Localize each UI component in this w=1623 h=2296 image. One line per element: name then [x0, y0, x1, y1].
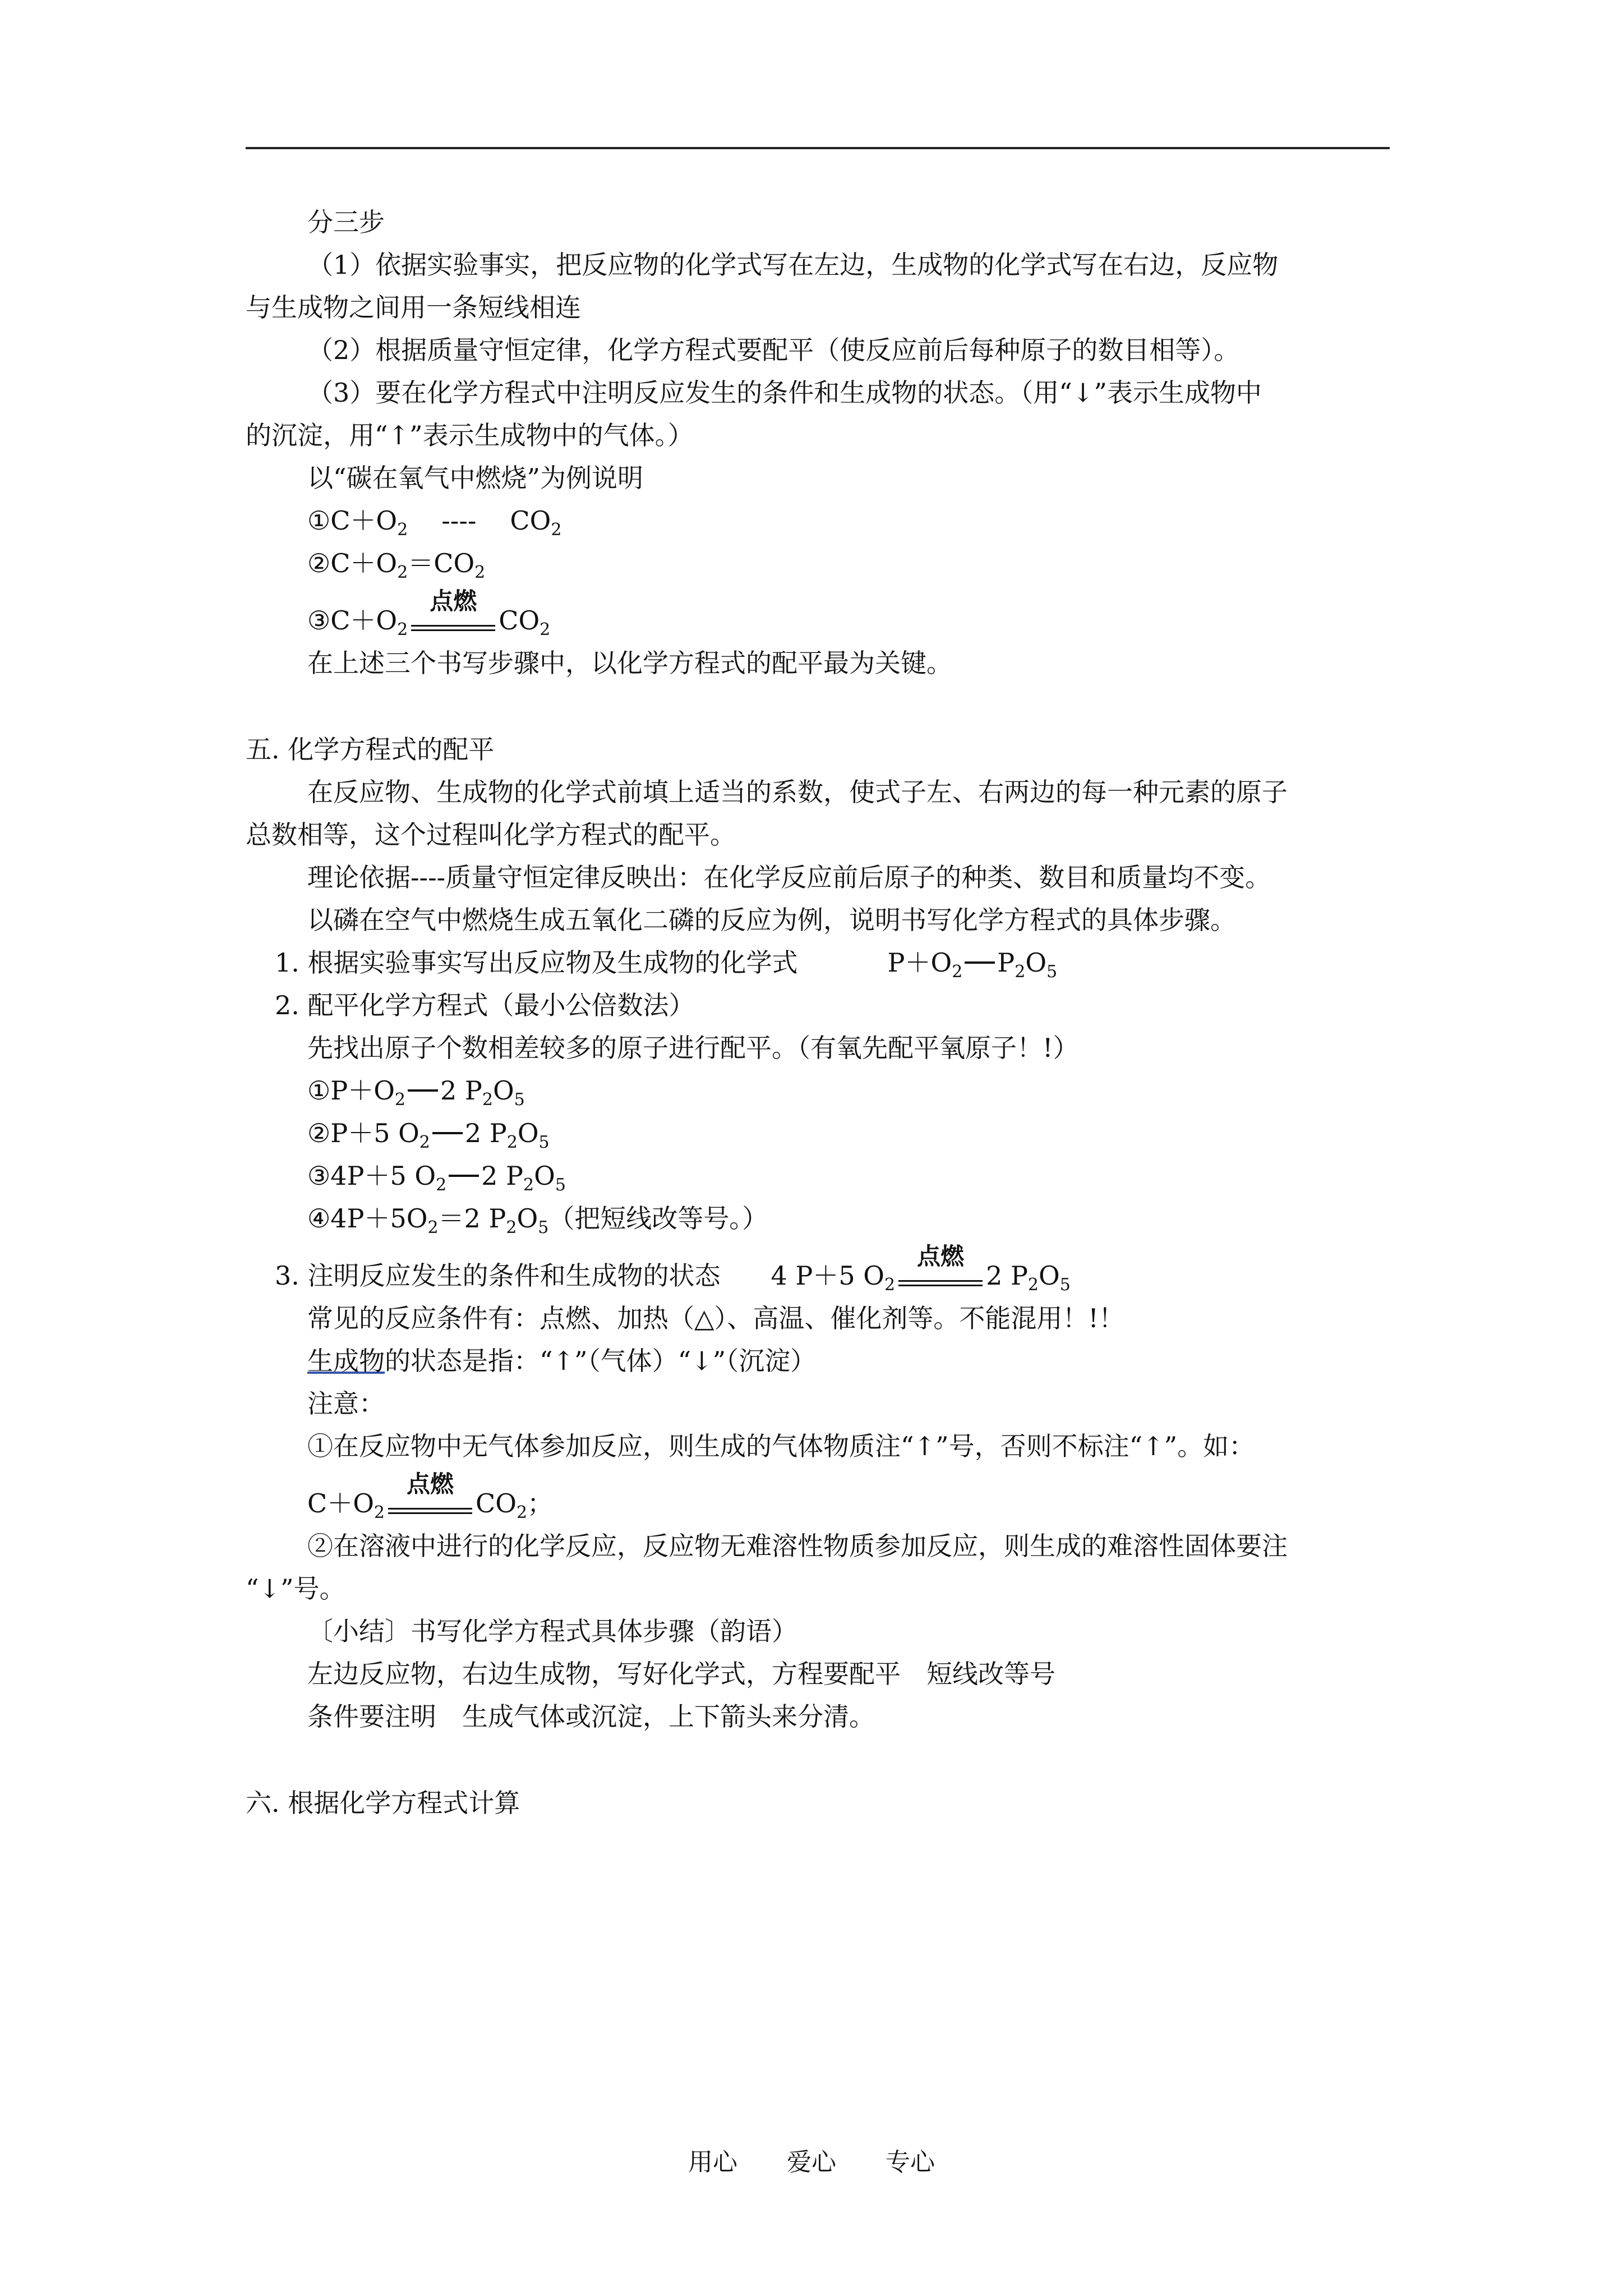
equation-2: $②C+O_2=CO_2$: [307, 548, 486, 582]
example-intro: 以“碳在氧气中燃烧”为例说明: [307, 463, 644, 493]
step-3-line-1: （3）要在化学方程式中注明反应发生的条件和生成物的状态。（用“↓”表示生成物中: [307, 378, 1262, 408]
note-title: 注意：: [307, 1388, 385, 1419]
section-5-p1-line-2: 总数相等，这个过程叫化学方程式的配平。: [246, 820, 736, 850]
balance-step-4: $④4P+5O_2=2$ $P_2O_5$（把短线改等号。）: [307, 1203, 768, 1237]
item-3: 3. 注明反应发生的条件和生成物的状态 4 P＋5 $O_2$ 点燃 2 $P_2O_5$: [275, 1243, 1071, 1295]
step-intro: 分三步: [307, 207, 385, 237]
note-2-line-2: “↓”号。: [246, 1573, 345, 1604]
note-2-line-1: ②在溶液中进行的化学反应，反应物无难溶性物质参加反应，则生成的难溶性固体要注: [307, 1531, 1288, 1561]
step-2: （2）根据质量守恒定律，化学方程式要配平（使反应前后每种原子的数目相等）。: [307, 335, 1240, 365]
item-2: 2. 配平化学方程式（最小公倍数法）: [275, 990, 695, 1020]
equation-3: $③C+O_2$ 点燃 $CO_2$: [307, 587, 551, 639]
section-5-p3: 以磷在空气中燃烧生成五氧化二磷的反应为例，说明书写化学方程式的具体步骤。: [307, 905, 1236, 935]
summary-line-1: 左边反应物，右边生成物，写好化学式，方程要配平 短线改等号: [307, 1659, 1055, 1689]
section-6-title: 六. 根据化学方程式计算: [246, 1788, 520, 1818]
section-5-p2: 理论依据----质量守恒定律反映出：在化学反应前后原子的种类、数目和质量均不变。: [307, 862, 1271, 892]
header-rule: [246, 147, 1390, 149]
item-2-note: 先找出原子个数相差较多的原子进行配平。（有氧先配平氧原子！!）: [307, 1033, 1079, 1063]
example-conclusion: 在上述三个书写步骤中，以化学方程式的配平最为关键。: [307, 648, 952, 678]
balance-step-1: $①P+O_2$ 2 $P_2O_5$: [307, 1075, 525, 1110]
note-1: ①在反应物中无气体参加反应，则生成的气体物质注“↑”号，否则不标注“↑”。如：: [307, 1431, 1255, 1461]
ignite-equals-sign: 点燃: [411, 604, 495, 637]
reaction-conditions: 常见的反应条件有：点燃、加热（△）、高温、催化剂等。不能混用！!！: [307, 1303, 1124, 1333]
ignite-equals-sign: 点燃: [388, 1487, 472, 1520]
note-1-equation: $C+O_2$ 点燃 $CO_2$；: [307, 1470, 554, 1522]
summary-line-2: 条件要注明 生成气体或沉淀，上下箭头来分清。: [307, 1701, 875, 1732]
step-3-line-2: 的沉淀，用“↑”表示生成物中的气体。）: [246, 420, 694, 450]
balance-step-2: ②P＋5 $O_2$ 2 $P_2O_5$: [307, 1118, 550, 1152]
balance-step-3: ③4P＋5 $O_2$ 2 $P_2O_5$: [307, 1161, 566, 1195]
equation-1: $①C+O_2$ ---- $CO_2$: [307, 505, 562, 540]
summary-title: 〔小结〕书写化学方程式具体步骤（韵语）: [307, 1616, 797, 1646]
product-state: 生成物的状态是指：“↑”（气体）“↓”（沉淀）: [307, 1346, 817, 1376]
item-1: 1. 根据实验事实写出反应物及生成物的化学式 $P+O_2$ $P_2O_5$: [275, 947, 1058, 982]
section-5-title: 五. 化学方程式的配平: [246, 734, 495, 765]
page-footer: 用心 爱心 专心: [688, 2148, 935, 2177]
ignite-equals-sign: 点燃: [898, 1259, 983, 1292]
product-link[interactable]: 生成物: [307, 1346, 385, 1376]
step-1-line-1: （1）依据实验事实，把反应物的化学式写在左边，生成物的化学式写在右边，反应物: [307, 250, 1279, 280]
step-1-line-2: 与生成物之间用一条短线相连: [246, 292, 581, 323]
section-5-p1-line-1: 在反应物、生成物的化学式前填上适当的系数，使式子左、右两边的每一种元素的原子: [307, 777, 1288, 807]
